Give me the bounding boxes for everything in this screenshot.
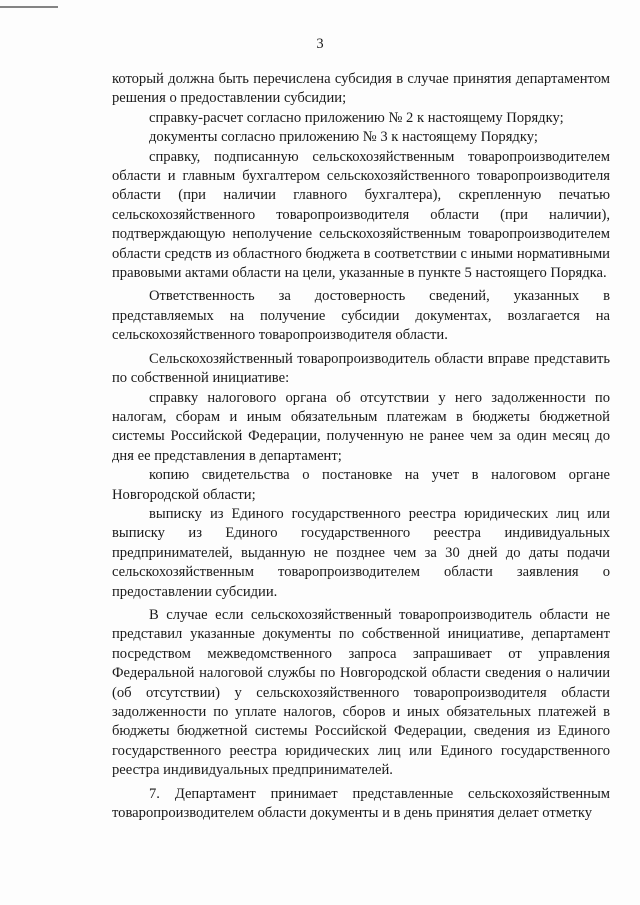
paragraph: В случае если сельскохозяйственный товаропроизводитель области не представил указанные документы по собственной инициативе, департамент посредством межведомственного запроса запрашивает от управления Федеральной налоговой службы по Новгородской области сведения о наличии (об отсутствии) у сельскохозяйственного товаропроизводителя области задолженности по уплате налогов, сборов и иных обязательных платежей в бюджеты бюджетной системы Российской Федерации, сведения из Единого государственного реестра юридических лиц или Единого государственного реестра индивидуальных предпринимателей. (112, 606, 610, 779)
paragraph: справку, подписанную сельскохозяйственным товаропроизводителем области и главным бухгалтером сельскохозяйственного товаропроизводителя области (при наличии главного бухгалтера), скрепленную печатью сельскохозяйственного товаропроизводителя области (при наличии), подтверждающую неполучение сельскохозяйственным товаропроизводителем области средств из областного бюджета в соответствии с иными нормативными правовыми актами области на цели, указанные в пункте 5 настоящего Порядка. (112, 148, 610, 282)
page-number: 3 (316, 36, 324, 52)
paragraph: документы согласно приложению № 3 к настоящему Порядку; (149, 129, 538, 146)
paragraph: Ответственность за достоверность сведений, указанных в представляемых на получение субсидии документах, возлагается на сельскохозяйственного товаропроизводителя области. (112, 288, 610, 344)
paragraph: Сельскохозяйственный товаропроизводитель области вправе представить по собственной инициативе: (112, 350, 610, 387)
paragraph: копию свидетельства о постановке на учет в налоговом органе Новгородской области; (112, 467, 610, 503)
paragraph: который должна быть перечислена субсидия в случае принятия департаментом решения о предоставлении субсидии; (112, 71, 610, 107)
document-body (112, 70, 610, 823)
paragraph: 7. Департамент принимает представленные сельскохозяйственным товаропроизводителем области документы и в день принятия делает отметку (112, 785, 610, 822)
paragraph: выписку из Единого государственного реестра юридических лиц или выписку из Единого государственного реестра индивидуальных предпринимателей, выданную не позднее чем за 30 дней до даты подачи сельскохозяйственным товаропроизводителем области заявления о предоставлении субсидии. (112, 505, 610, 600)
scan-corner-mark (0, 6, 58, 8)
paragraph: справку-расчет согласно приложению № 2 к настоящему Порядку; (149, 109, 564, 126)
paragraph: справку налогового органа об отсутствии у него задолженности по налогам, сборам и иным обязательным платежам в бюджеты бюджетной системы Российской Федерации, полученную не ранее чем за один месяц до дня ее представления в департамент; (112, 389, 610, 464)
